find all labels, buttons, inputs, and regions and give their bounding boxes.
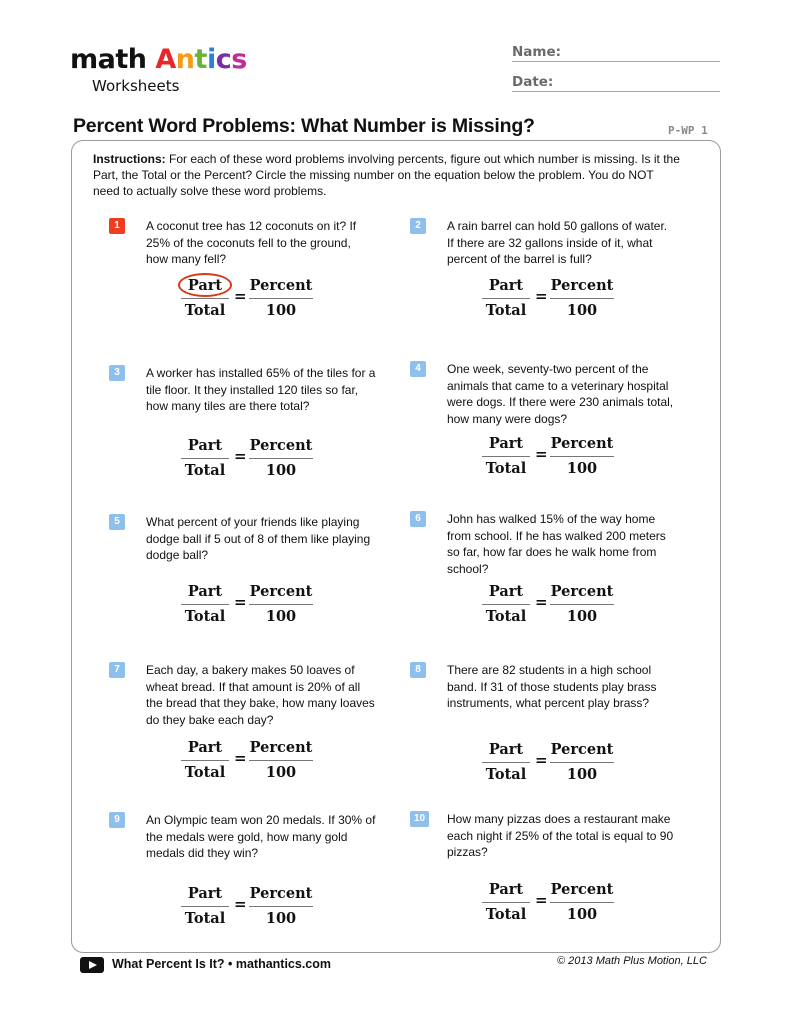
percent-term[interactable]: Percent xyxy=(249,277,313,294)
percent-fraction xyxy=(550,276,614,321)
problem-text: John has walked 15% of the way home from school. If he has walked 200 meters so far, how far does he walk home from school? xyxy=(447,512,666,576)
total-term[interactable]: Total xyxy=(485,766,527,783)
part-term[interactable]: Part xyxy=(187,739,223,756)
percent-equation xyxy=(482,880,622,930)
percent-fraction xyxy=(550,740,614,785)
fraction-bar xyxy=(482,456,530,457)
name-field[interactable] xyxy=(512,42,720,62)
problem-number-badge: 6 xyxy=(410,511,426,527)
percent-term[interactable]: Percent xyxy=(249,583,313,600)
hundred-term: 100 xyxy=(566,460,598,477)
part-total-fraction xyxy=(482,880,530,925)
fraction-bar xyxy=(181,458,229,459)
fraction-bar xyxy=(181,760,229,761)
part-term[interactable]: Part xyxy=(488,881,524,898)
equals-sign: = xyxy=(535,287,548,305)
equals-sign: = xyxy=(535,751,548,769)
page-title: Percent Word Problems: What Number is Missing? xyxy=(73,115,535,137)
math-antics-logo xyxy=(70,44,247,98)
total-term[interactable]: Total xyxy=(184,462,226,479)
problem-number-badge: 9 xyxy=(109,812,125,828)
hundred-term: 100 xyxy=(265,302,297,319)
fraction-bar xyxy=(249,906,313,907)
hundred-term: 100 xyxy=(566,766,598,783)
worksheet-code: P-WP 1 xyxy=(668,124,708,137)
percent-fraction xyxy=(550,582,614,627)
logo-wordmark xyxy=(70,44,247,75)
fraction-bar xyxy=(249,604,313,605)
problem-text: A rain barrel can hold 50 gallons of water. If there are 32 gallons inside of it, what percent of the barrel is full? xyxy=(447,219,668,266)
part-term[interactable]: Part xyxy=(488,583,524,600)
problem-number-badge: 1 xyxy=(109,218,125,234)
logo-math: math xyxy=(70,44,147,75)
hundred-term: 100 xyxy=(566,906,598,923)
problem-text: One week, seventy-two percent of the animals that came to a veterinary hospital were dogs. If there were 230 animals total, how many were dogs? xyxy=(447,362,674,426)
percent-equation xyxy=(181,582,321,632)
fraction-bar xyxy=(249,760,313,761)
problem-text: There are 82 students in a high school band. If 31 of those students play brass instruments, what percent play brass? xyxy=(447,663,657,710)
logo-letter: n xyxy=(175,44,195,75)
fraction-bar xyxy=(249,458,313,459)
equals-sign: = xyxy=(234,447,247,465)
date-field[interactable] xyxy=(512,72,720,92)
part-term[interactable]: Part xyxy=(488,741,524,758)
percent-term[interactable]: Percent xyxy=(550,435,614,452)
part-term[interactable]: Part xyxy=(187,583,223,600)
problem-number-badge: 4 xyxy=(410,361,426,377)
part-term[interactable]: Part xyxy=(488,435,524,452)
part-term[interactable]: Part xyxy=(488,277,524,294)
equals-sign: = xyxy=(234,749,247,767)
part-total-fraction xyxy=(482,434,530,479)
percent-equation xyxy=(181,884,321,934)
problem-number-badge: 5 xyxy=(109,514,125,530)
percent-term[interactable]: Percent xyxy=(249,885,313,902)
fraction-bar xyxy=(181,906,229,907)
problem-text: Each day, a bakery makes 50 loaves of wheat bread. If that amount is 20% of all the bread that they bake, how many loaves do they bake each day? xyxy=(146,663,375,727)
hundred-term: 100 xyxy=(566,608,598,625)
part-total-fraction xyxy=(181,582,229,627)
fraction-bar xyxy=(181,604,229,605)
percent-term[interactable]: Percent xyxy=(249,739,313,756)
name-label: Name: xyxy=(512,44,562,60)
copyright: © 2013 Math Plus Motion, LLC xyxy=(557,955,707,967)
logo-letter: c xyxy=(215,44,232,75)
percent-fraction xyxy=(249,436,313,481)
equals-sign: = xyxy=(535,891,548,909)
play-icon[interactable] xyxy=(80,957,104,973)
hundred-term: 100 xyxy=(265,608,297,625)
footer-link[interactable]: What Percent Is It? • mathantics.com xyxy=(112,957,332,971)
total-term[interactable]: Total xyxy=(485,302,527,319)
logo-subtitle: Worksheets xyxy=(92,77,180,95)
fraction-bar xyxy=(482,902,530,903)
percent-equation xyxy=(181,738,321,788)
part-total-fraction xyxy=(181,884,229,929)
instructions-label: Instructions: xyxy=(93,152,166,166)
answer-circle xyxy=(178,273,232,297)
percent-term[interactable]: Percent xyxy=(550,881,614,898)
equals-sign: = xyxy=(234,593,247,611)
problem-7 xyxy=(109,662,399,812)
fraction-bar xyxy=(550,902,614,903)
part-total-fraction xyxy=(482,276,530,321)
instructions-text: For each of these word problems involving percents, figure out which number is missing. Is it the Part, the Total or the Percent? Circle the missing number on the equation below the problem. You do NOT need to actually solve these word problems. xyxy=(93,152,680,198)
fraction-bar xyxy=(249,298,313,299)
percent-fraction xyxy=(550,880,614,925)
part-total-fraction xyxy=(181,436,229,481)
problem-text: An Olympic team won 20 medals. If 30% of the medals were gold, how many gold medals did they win? xyxy=(146,813,376,860)
percent-term[interactable]: Percent xyxy=(249,437,313,454)
equals-sign: = xyxy=(234,287,247,305)
fraction-bar xyxy=(181,298,229,299)
total-term[interactable]: Total xyxy=(184,764,226,781)
total-term[interactable]: Total xyxy=(485,608,527,625)
percent-equation xyxy=(181,436,321,486)
part-total-fraction xyxy=(181,738,229,783)
hundred-term: 100 xyxy=(566,302,598,319)
problem-number-badge: 8 xyxy=(410,662,426,678)
logo-letter: t xyxy=(194,44,207,75)
total-term[interactable]: Total xyxy=(184,302,226,319)
hundred-term: 100 xyxy=(265,910,297,927)
part-term[interactable]: Part xyxy=(187,277,223,294)
fraction-bar xyxy=(550,456,614,457)
problem-number-badge: 7 xyxy=(109,662,125,678)
percent-term[interactable]: Percent xyxy=(550,277,614,294)
total-term[interactable]: Total xyxy=(485,906,527,923)
hundred-term: 100 xyxy=(265,764,297,781)
fraction-bar xyxy=(482,298,530,299)
logo-letter: s xyxy=(231,44,247,75)
problem-text: A worker has installed 65% of the tiles for a tile floor. It they installed 120 tiles so far, how many tiles are there total? xyxy=(146,366,376,413)
fraction-bar xyxy=(550,604,614,605)
problem-number-badge: 10 xyxy=(410,811,429,827)
part-term[interactable]: Part xyxy=(187,437,223,454)
percent-term[interactable]: Percent xyxy=(550,741,614,758)
problem-number-badge: 3 xyxy=(109,365,125,381)
percent-fraction xyxy=(550,434,614,479)
percent-fraction xyxy=(249,738,313,783)
percent-equation xyxy=(482,740,622,790)
percent-fraction xyxy=(249,884,313,929)
problem-text: A coconut tree has 12 coconuts on it? If 25% of the coconuts fell to the ground, how many fell? xyxy=(146,219,357,266)
problem-text: What percent of your friends like playing dodge ball if 5 out of 8 of them like playing dodge ball? xyxy=(146,515,371,562)
percent-fraction xyxy=(249,582,313,627)
fraction-bar xyxy=(550,298,614,299)
percent-term[interactable]: Percent xyxy=(550,583,614,600)
total-term[interactable]: Total xyxy=(184,608,226,625)
logo-letter: i xyxy=(206,44,216,75)
percent-equation xyxy=(482,434,622,484)
fraction-bar xyxy=(482,762,530,763)
equals-sign: = xyxy=(535,445,548,463)
percent-equation xyxy=(482,276,622,326)
fraction-bar xyxy=(550,762,614,763)
problem-text: How many pizzas does a restaurant make each night if 25% of the total is equal to 90 pizzas? xyxy=(447,812,674,859)
problem-number-badge: 2 xyxy=(410,218,426,234)
percent-equation xyxy=(482,582,622,632)
total-term[interactable]: Total xyxy=(184,910,226,927)
total-term[interactable]: Total xyxy=(485,460,527,477)
logo-letter: A xyxy=(155,44,176,75)
percent-equation xyxy=(181,276,321,326)
percent-fraction xyxy=(249,276,313,321)
fraction-bar xyxy=(482,604,530,605)
part-total-fraction xyxy=(482,740,530,785)
part-term[interactable]: Part xyxy=(187,885,223,902)
hundred-term: 100 xyxy=(265,462,297,479)
instructions xyxy=(93,151,683,199)
date-label: Date: xyxy=(512,74,554,90)
part-total-fraction xyxy=(482,582,530,627)
equals-sign: = xyxy=(234,895,247,913)
equals-sign: = xyxy=(535,593,548,611)
